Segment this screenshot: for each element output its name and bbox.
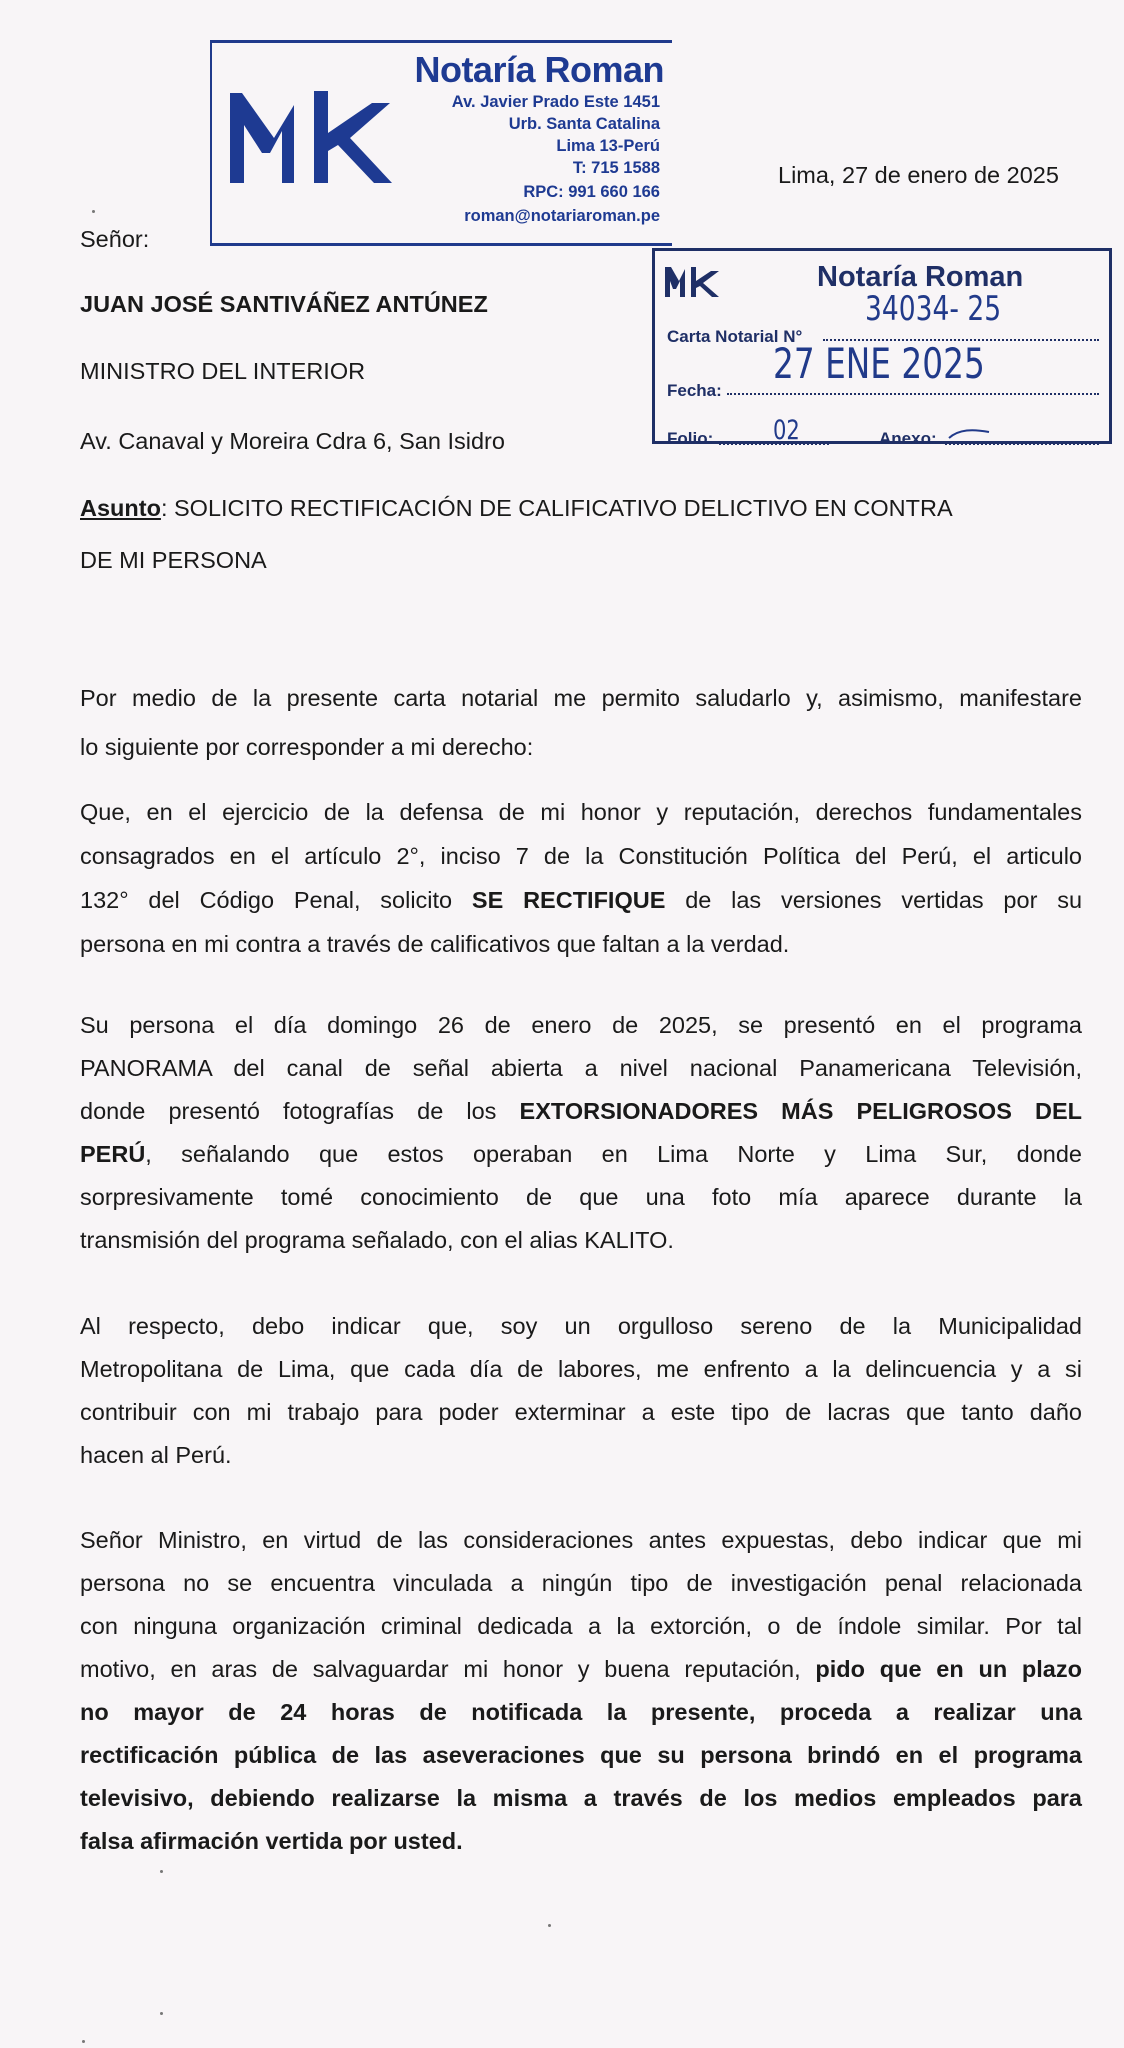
stamp-notary-name-small: Notaría Roman — [817, 261, 1024, 293]
text-line — [80, 1648, 1082, 1691]
text-line: Al respecto, debo indicar que, soy un orgulloso sereno de la Municipalidad — [80, 1313, 1082, 1339]
text-line: sorpresivamente tomé conocimiento de que una foto mía aparece durante la — [80, 1184, 1082, 1210]
text-run-bold: SE RECTIFIQUE — [471, 887, 666, 913]
folio-label: Folio: — [667, 429, 714, 448]
text-run: motivo, en aras de salvaguardar mi honor y buena reputación, — [80, 1656, 816, 1682]
text-line: Que, en el ejercicio de la defensa de mi honor y reputación, derechos fundamentales — [80, 799, 1082, 825]
text-line-bold: no mayor de 24 horas de notificada la presente, proceda a realizar una — [80, 1699, 1082, 1725]
recipient-address: Av. Canaval y Moreira Cdra 6, San Isidro — [80, 428, 505, 454]
text-run: 132° del Código Penal, solicito — [80, 887, 472, 913]
body-paragraph-2 — [80, 791, 1082, 967]
text-line-bold: falsa afirmación vertida por usted. — [80, 1828, 463, 1854]
carta-notarial-stamp — [652, 248, 1112, 448]
text-line: persona no se encuentra vinculada a ningún tipo de investigación penal relacionada — [80, 1570, 1082, 1596]
text-line: contribuir con mi trabajo para poder exterminar a este tipo de lacras que tanto daño — [80, 1399, 1082, 1425]
stamp-notary-name: Notaría Roman — [414, 49, 664, 90]
letter-date: Lima, 27 de enero de 2025 — [778, 162, 1059, 188]
text-run: de las versiones vertidas por su — [665, 887, 1083, 913]
anexo-dash-mark — [947, 427, 991, 441]
dotted-line — [945, 443, 1099, 445]
body-paragraph-1 — [80, 677, 1082, 768]
notary-logo-icon — [222, 83, 422, 193]
text-line: Metropolitana de Lima, que cada día de labores, me enfrento a la delincuencia y a si — [80, 1356, 1082, 1382]
anexo-label: Anexo: — [879, 429, 937, 448]
text-line: Señor Ministro, en virtud de las consideraciones antes expuestas, debo indicar que mi — [80, 1527, 1082, 1553]
text-line — [80, 879, 1082, 923]
scan-speck — [160, 2012, 163, 2015]
recipient-title: MINISTRO DEL INTERIOR — [80, 358, 366, 384]
text-line — [80, 1133, 1082, 1176]
text-run-bold: EXTORSIONADORES MÁS PELIGROSOS DEL — [519, 1098, 1082, 1124]
text-line: Por medio de la presente carta notarial me permito saludarlo y, asimismo, manifestare — [80, 685, 1082, 711]
text-line-bold: televisivo, debiendo realizarse la misma a través de los medios empleados para — [80, 1785, 1082, 1811]
recipient-name: JUAN JOSÉ SANTIVÁÑEZ ANTÚNEZ — [80, 291, 488, 317]
subject-text: : SOLICITO RECTIFICACIÓN DE CALIFICATIVO DELICTIVO EN CONTRA — [160, 495, 953, 521]
body-paragraph-5 — [80, 1519, 1082, 1863]
text-line: PANORAMA del canal de señal abierta a nivel nacional Panamericana Televisión, — [80, 1055, 1082, 1081]
text-line-bold: rectificación pública de las aseveraciones que su persona brindó en el programa — [80, 1742, 1082, 1768]
text-line: hacen al Perú. — [80, 1442, 232, 1468]
text-line: Su persona el día domingo 26 de enero de 2025, se presentó en el programa — [80, 1012, 1082, 1038]
scan-speck — [548, 1924, 551, 1927]
body-paragraph-3 — [80, 1004, 1082, 1262]
scan-speck — [92, 210, 95, 213]
subject-line — [80, 497, 953, 521]
text-run-bold: pido que en un plazo — [815, 1656, 1082, 1682]
text-run-bold: PERÚ — [80, 1141, 146, 1167]
text-run: donde presentó fotografías de los — [80, 1098, 520, 1124]
carta-notarial-number: 34034- 25 — [865, 289, 1002, 329]
subject-label: Asunto — [80, 495, 161, 521]
text-line: lo siguiente por corresponder a mi derecho: — [80, 734, 534, 760]
scan-speck — [160, 1870, 163, 1873]
text-line: consagrados en el artículo 2°, inciso 7 de la Constitución Política del Perú, el articulo — [80, 843, 1082, 869]
fecha-value: 27 ENE 2025 — [773, 339, 985, 388]
scan-speck — [82, 2040, 85, 2043]
text-line — [80, 1090, 1082, 1133]
text-line: persona en mi contra a través de calificativos que faltan a la verdad. — [80, 931, 790, 957]
stamp-address-line: Urb. Santa Catalina — [508, 115, 660, 133]
folio-value: 02 — [773, 415, 800, 446]
stamp-address-line: Av. Javier Prado Este 1451 — [451, 93, 660, 111]
fecha-label: Fecha: — [667, 381, 722, 400]
stamp-address-line: Lima 13-Perú — [556, 137, 660, 155]
notary-logo-icon — [663, 265, 723, 299]
subject-line-2: DE MI PERSONA — [80, 547, 267, 573]
salutation: Señor: — [80, 226, 150, 252]
text-line: con ninguna organización criminal dedicada a la extorción, o de índole similar. Por tal — [80, 1613, 1082, 1639]
dotted-line — [727, 393, 1099, 395]
stamp-phone: T: 715 1588 — [572, 159, 660, 177]
carta-notarial-label: Carta Notarial N° — [667, 327, 803, 346]
stamp-rpc: RPC: 991 660 166 — [523, 183, 660, 201]
stamp-email: roman@notariaroman.pe — [464, 207, 660, 225]
text-line: transmisión del programa señalado, con el alias KALITO. — [80, 1227, 674, 1253]
text-run: , señalando que estos operaban en Lima Norte y Lima Sur, donde — [145, 1141, 1082, 1167]
body-paragraph-4 — [80, 1305, 1082, 1477]
notary-address-stamp — [210, 40, 672, 246]
